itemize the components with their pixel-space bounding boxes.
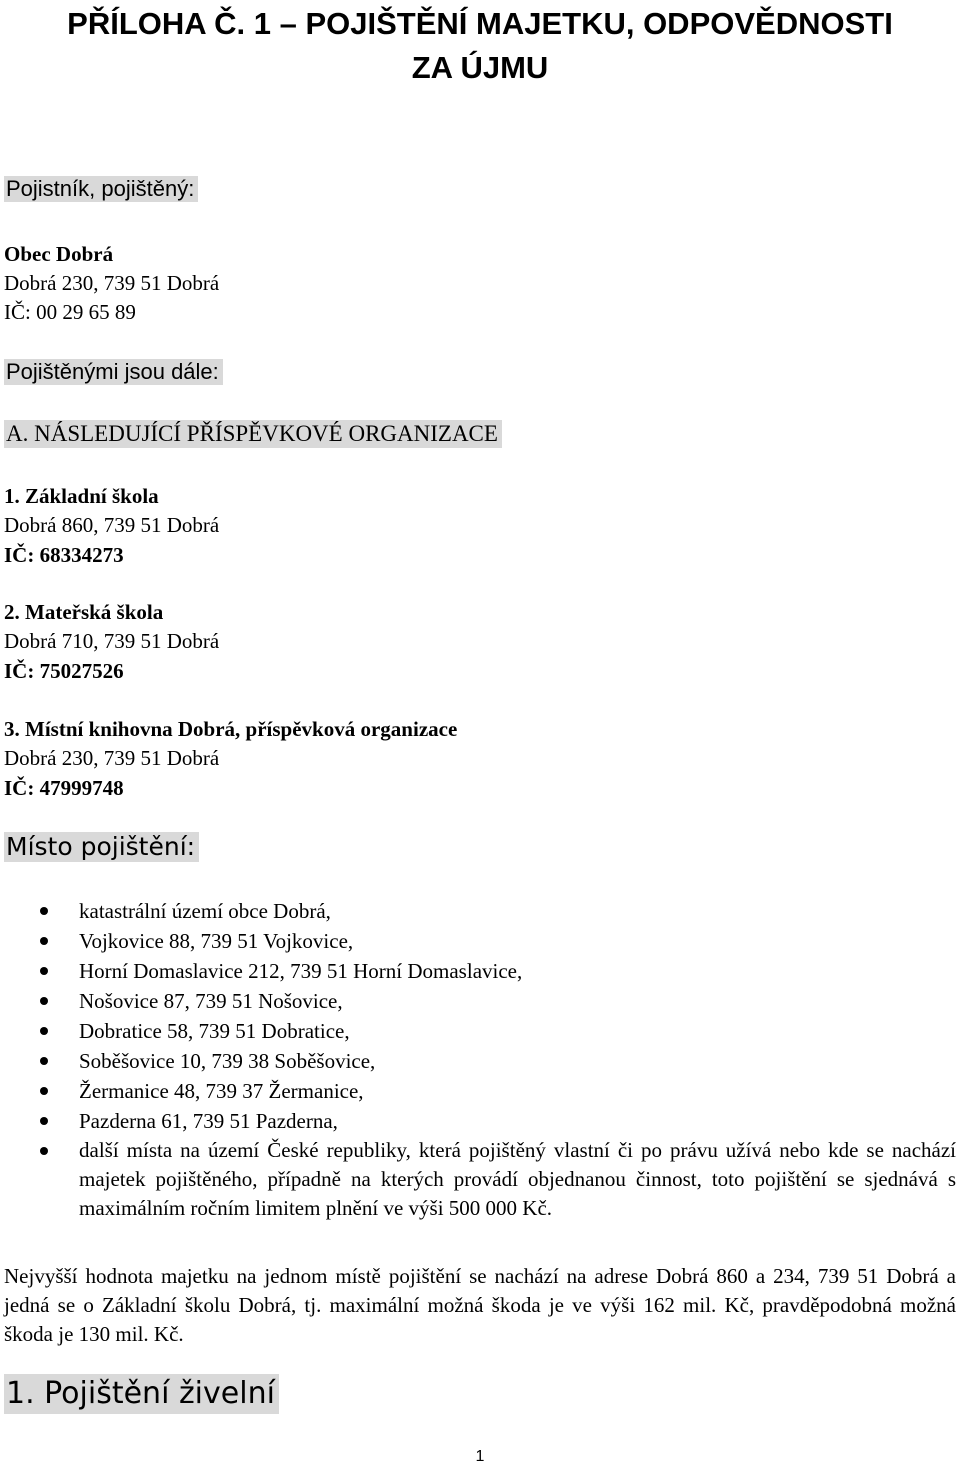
bullet-icon	[40, 1027, 48, 1035]
org-2-name: 2. Mateřská škola	[4, 600, 164, 624]
section-1-heading: 1. Pojištění živelní	[4, 1374, 279, 1414]
list-item-text: Nošovice 87, 739 51 Nošovice,	[79, 989, 343, 1013]
bullet-icon	[40, 1057, 48, 1065]
policyholder-ico: IČ: 00 29 65 89	[4, 300, 136, 324]
list-item	[0, 956, 960, 986]
list-item-text: Horní Domaslavice 212, 739 51 Horní Domaslavice,	[79, 959, 523, 983]
org-1-ico: IČ: 68334273	[4, 543, 124, 567]
list-item	[0, 926, 960, 956]
org-2-ico: IČ: 75027526	[4, 659, 124, 683]
title-line-1: PŘÍLOHA Č. 1 – POJIŠTĚNÍ MAJETKU, ODPOVĚDNOSTI	[67, 6, 893, 41]
list-item-text: Pazderna 61, 739 51 Pazderna,	[79, 1109, 338, 1133]
org-3-ico: IČ: 47999748	[4, 776, 124, 800]
list-item	[0, 1106, 960, 1136]
list-item	[0, 1046, 960, 1076]
bullet-icon	[40, 937, 48, 945]
page-number: 1	[475, 1448, 485, 1465]
policyholder-heading: Pojistník, pojištěný:	[4, 176, 198, 202]
list-item	[0, 896, 960, 926]
org-1-address: Dobrá 860, 739 51 Dobrá	[4, 513, 220, 537]
organizations-section-heading: A. NÁSLEDUJÍCÍ PŘÍSPĚVKOVÉ ORGANIZACE	[4, 420, 502, 448]
list-item	[0, 1076, 960, 1106]
org-1-name: 1. Základní škola	[4, 484, 159, 508]
max-value-paragraph: Nejvyšší hodnota majetku na jednom místě pojištění se nachází na adrese Dobrá 860 a 234, 739 51 Dobrá a jedná se o Základní školu Dobrá, tj. maximální možná škoda je ve výši 162 mil. Kč, pravděpodobná možná škoda je 130 mil. Kč.	[4, 1264, 956, 1346]
bullet-icon	[40, 967, 48, 975]
insured-others-heading: Pojištěnými jsou dále:	[4, 359, 223, 385]
bullet-icon	[40, 1087, 48, 1095]
bullet-icon	[40, 907, 48, 915]
place-of-insurance-heading: Místo pojištění:	[4, 832, 199, 862]
place-list	[0, 896, 960, 1223]
org-2-address: Dobrá 710, 739 51 Dobrá	[4, 629, 220, 653]
list-item-text: Žermanice 48, 739 37 Žermanice,	[79, 1079, 364, 1103]
bullet-icon	[40, 1117, 48, 1125]
bullet-icon	[40, 997, 48, 1005]
list-item-text: katastrální území obce Dobrá,	[79, 899, 331, 923]
list-item-text: Soběšovice 10, 739 38 Soběšovice,	[79, 1049, 376, 1073]
list-item-text: Vojkovice 88, 739 51 Vojkovice,	[79, 929, 354, 953]
org-3-name: 3. Místní knihovna Dobrá, příspěvková organizace	[4, 717, 458, 741]
list-item	[0, 1136, 960, 1223]
list-item-text: Dobratice 58, 739 51 Dobratice,	[79, 1019, 350, 1043]
list-item	[0, 1016, 960, 1046]
bullet-icon	[40, 1147, 48, 1155]
org-3-address: Dobrá 230, 739 51 Dobrá	[4, 746, 220, 770]
list-item-text: další místa na území České republiky, která pojištěný vlastní či po právu užívá nebo kde se nachází majetek pojištěného, případně na kterých provádí objednanou činnost, toto pojištění se sjednává s maximálním ročním limitem plnění ve výši 500 000 Kč.	[79, 1138, 956, 1220]
title-line-2: ZA ÚJMU	[411, 50, 549, 85]
policyholder-name: Obec Dobrá	[4, 242, 114, 266]
policyholder-address: Dobrá 230, 739 51 Dobrá	[4, 271, 220, 295]
list-item	[0, 986, 960, 1016]
